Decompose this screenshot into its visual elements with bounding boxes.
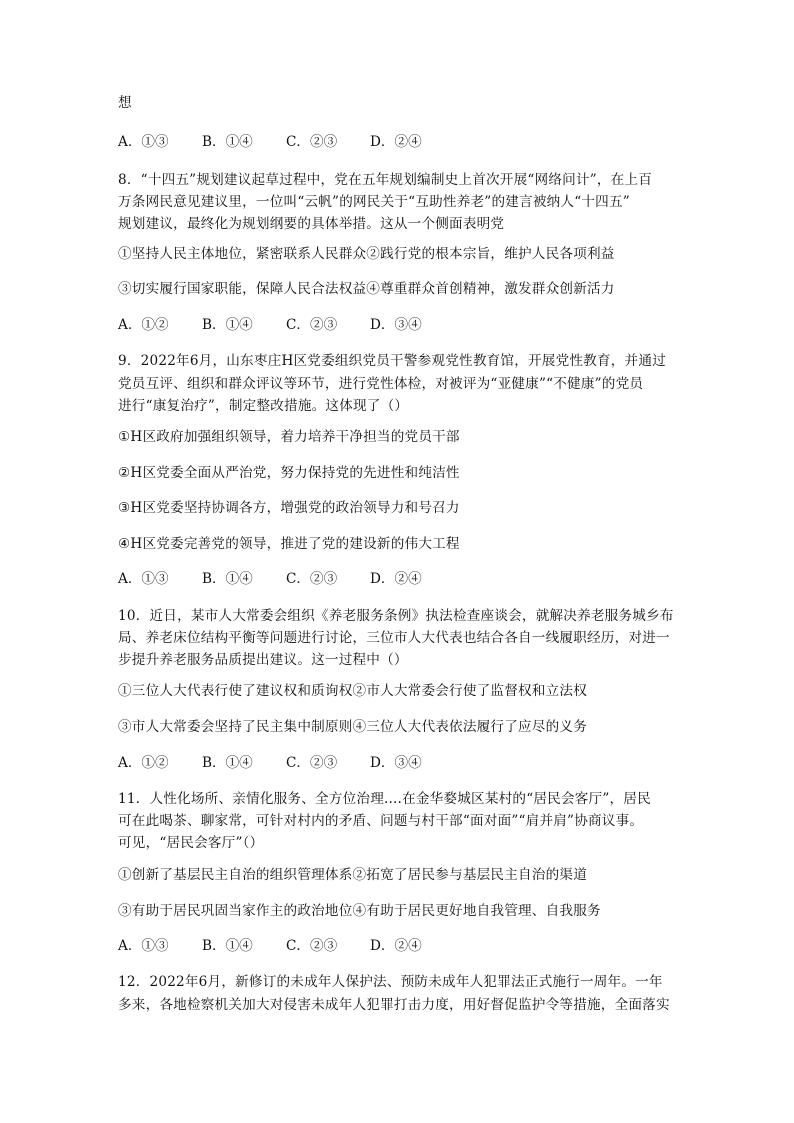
option-d: D．②④ [370, 134, 422, 150]
q12-stem-line: 12．2022年6月，新修订的未成年人保护法、预防未成年人犯罪法正式施行一周年。一年 [118, 974, 663, 990]
option-c: C．②③ [286, 755, 338, 771]
q7-options [118, 133, 450, 151]
option-c: C．②③ [286, 317, 338, 333]
q7-tail: 想 [118, 95, 132, 111]
option-b: B．①④ [202, 755, 253, 771]
q11-stem-line: 可在此喝茶、聊家常，可针对村内的矛盾、问题与村干部“面对面”“肩并肩”协商议事。 [118, 813, 644, 829]
option-c: C．②③ [286, 134, 338, 150]
q11-stem-line: 可见，“居民会客厅”（） [118, 835, 264, 851]
option-b: B．①④ [202, 134, 253, 150]
option-a: A．①② [118, 755, 169, 771]
q10-options [118, 754, 450, 772]
q10-stem-line: 步提升养老服务品质提出建议。这一过程中（） [118, 652, 408, 668]
q8-stem-line: 8．“十四五”规划建议起草过程中，党在五年规划编制史上首次开展“网络问计”，在上百 [118, 172, 653, 188]
q9-statement: ①H区政府加强组织领导，着力培养干净担当的党员干部 [118, 429, 460, 445]
q8-stem-line: 规划建议，最终化为规划纲要的具体举措。这从一个侧面表明党 [118, 216, 505, 232]
option-c: C．②③ [286, 938, 338, 954]
q8-stem-line: 万条网民意见建议里，一位叫“云帆”的网民关于“互助性养老”的建言被纳人“十四五” [118, 194, 630, 210]
q10-statement: ①三位人大代表行使了建议权和质询权②市人大常委会行使了监督权和立法权 [118, 683, 587, 699]
option-d: D．③④ [370, 755, 422, 771]
option-a: A．①② [118, 317, 169, 333]
q9-statement: ④H区党委完善党的领导，推进了党的建设新的伟大工程 [118, 536, 460, 552]
option-b: B．①④ [202, 938, 253, 954]
option-d: D．②④ [370, 571, 422, 587]
q9-stem-line: 9．2022年6月，山东枣庄H区党委组织党员干警参观党性教育馆，开展党性教育，并通过 [118, 353, 666, 369]
q11-stem-line: 11．人性化场所、亲情化服务、全方位治理....在金华婺城区某村的“居民会客厅”，居民 [118, 791, 651, 807]
q9-statement: ②H区党委全面从严治党，努力保持党的先进性和纯洁性 [118, 465, 460, 481]
option-d: D．②④ [370, 938, 422, 954]
q8-options [118, 316, 450, 334]
q10-stem-line: 局、养老床位结构平衡等问题进行讨论，三位市人大代表也结合各自一线履职经历，对进一 [118, 630, 670, 646]
q9-options [118, 570, 450, 588]
q10-statement: ③市人大常委会坚持了民主集中制原则④三位人大代表依法履行了应尽的义务 [118, 719, 587, 735]
q9-stem-line: 进行“康复治疗”，制定整改措施。这体现了（） [118, 398, 409, 414]
q9-stem-line: 党员互评、组织和群众评议等环节，进行党性体检，对被评为“亚健康”“不健康”的党员 [118, 376, 644, 392]
q10-stem-line: 10．近日，某市人大常委会组织《养老服务条例》执法检查座谈会，就解决养老服务城乡布 [118, 608, 674, 624]
option-c: C．②③ [286, 571, 338, 587]
q12-stem-line: 多来，各地检察机关加大对侵害未成年人犯罪打击力度，用好督促监护令等措施，全面落实 [118, 997, 670, 1013]
option-a: A．①③ [118, 134, 169, 150]
option-d: D．③④ [370, 317, 422, 333]
option-a: A．①③ [118, 938, 169, 954]
option-a: A．①③ [118, 571, 169, 587]
q11-options [118, 937, 450, 955]
q8-statement: ①坚持人民主体地位，紧密联系人民群众②践行党的根本宗旨，维护人民各项利益 [118, 246, 615, 262]
q9-statement: ③H区党委坚持协调各方，增强党的政治领导力和号召力 [118, 500, 460, 516]
q11-statement: ③有助于居民巩固当家作主的政治地位④有助于居民更好地自我管理、自我服务 [118, 903, 601, 919]
q11-statement: ①创新了基层民主自治的组织管理体系②拓宽了居民参与基层民主自治的渠道 [118, 867, 587, 883]
q8-statement: ③切实履行国家职能，保障人民合法权益④尊重群众首创精神，激发群众创新活力 [118, 281, 615, 297]
option-b: B．①④ [202, 571, 253, 587]
option-b: B．①④ [202, 317, 253, 333]
